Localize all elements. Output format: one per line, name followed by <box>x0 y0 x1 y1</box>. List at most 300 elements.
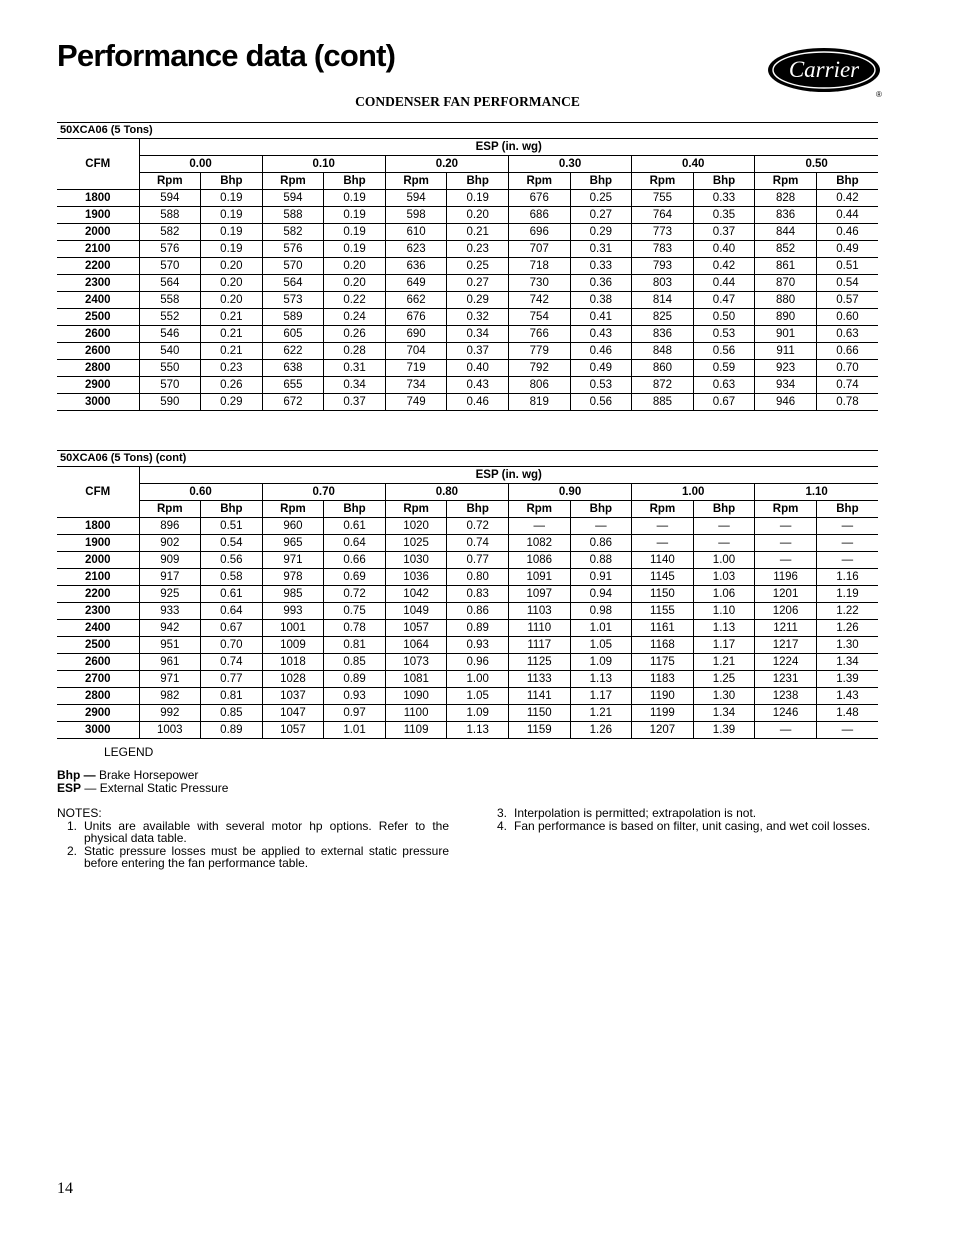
bhp-cell: 0.27 <box>447 275 509 292</box>
table-row <box>57 586 878 603</box>
rpm-cell: 890 <box>755 309 817 326</box>
rpm-cell: 911 <box>755 343 817 360</box>
bhp-cell: 1.17 <box>693 637 755 654</box>
table-row <box>57 258 878 275</box>
rpm-cell: 971 <box>139 671 201 688</box>
rpm-header: Rpm <box>755 501 817 518</box>
bhp-cell: 0.85 <box>201 705 263 722</box>
rpm-cell: 594 <box>139 190 201 207</box>
cfm-cell: 3000 <box>57 394 139 411</box>
rpm-cell: 946 <box>755 394 817 411</box>
bhp-cell: 0.66 <box>816 343 878 360</box>
bhp-cell: 1.34 <box>693 705 755 722</box>
rpm-cell: 933 <box>139 603 201 620</box>
rpm-cell: 1159 <box>508 722 570 739</box>
bhp-cell: 0.57 <box>816 292 878 309</box>
bhp-cell: 1.25 <box>693 671 755 688</box>
bhp-cell: 0.21 <box>447 224 509 241</box>
rpm-cell: 540 <box>139 343 201 360</box>
bhp-cell: — <box>816 535 878 552</box>
bhp-cell: 0.43 <box>570 326 632 343</box>
table-row <box>57 671 878 688</box>
cfm-cell: 1900 <box>57 535 139 552</box>
legend-abbr: ESP <box>57 781 82 795</box>
rpm-cell: 1133 <box>508 671 570 688</box>
legend <box>57 746 228 795</box>
bhp-cell: 0.72 <box>447 518 509 535</box>
rpm-cell: 1025 <box>385 535 447 552</box>
bhp-cell: 0.42 <box>693 258 755 275</box>
rpm-cell: 742 <box>508 292 570 309</box>
cfm-cell: 2100 <box>57 569 139 586</box>
rpm-cell: 1030 <box>385 552 447 569</box>
bhp-cell: 0.21 <box>201 326 263 343</box>
rpm-cell: 718 <box>508 258 570 275</box>
rpm-cell: — <box>755 535 817 552</box>
cfm-cell: 3000 <box>57 722 139 739</box>
bhp-cell: 0.56 <box>201 552 263 569</box>
bhp-cell: 1.13 <box>693 620 755 637</box>
cfm-cell: 2200 <box>57 258 139 275</box>
bhp-cell: 0.37 <box>447 343 509 360</box>
rpm-cell: 1009 <box>262 637 324 654</box>
bhp-cell: 1.06 <box>693 586 755 603</box>
bhp-cell: 0.28 <box>324 343 386 360</box>
rpm-cell: 1217 <box>755 637 817 654</box>
bhp-cell: 0.74 <box>816 377 878 394</box>
rpm-cell: 1109 <box>385 722 447 739</box>
bhp-cell: 0.19 <box>201 241 263 258</box>
bhp-cell: 0.53 <box>570 377 632 394</box>
rpm-cell: 696 <box>508 224 570 241</box>
table-row <box>57 377 878 394</box>
rpm-cell: 1091 <box>508 569 570 586</box>
bhp-cell: 0.54 <box>201 535 263 552</box>
rpm-cell: 803 <box>632 275 694 292</box>
rpm-cell: 1057 <box>262 722 324 739</box>
rpm-cell: 1117 <box>508 637 570 654</box>
rpm-cell: 819 <box>508 394 570 411</box>
rpm-cell: — <box>755 518 817 535</box>
table-row <box>57 603 878 620</box>
rpm-cell: 588 <box>139 207 201 224</box>
rpm-cell: 1211 <box>755 620 817 637</box>
bhp-cell: 0.19 <box>324 207 386 224</box>
cfm-cell: 2500 <box>57 309 139 326</box>
bhp-cell: 1.03 <box>693 569 755 586</box>
notes-left <box>57 807 449 870</box>
bhp-cell: 0.38 <box>570 292 632 309</box>
bhp-cell: 0.61 <box>201 586 263 603</box>
notes-title: NOTES: <box>57 806 102 820</box>
bhp-cell: 0.20 <box>324 258 386 275</box>
rpm-cell: 985 <box>262 586 324 603</box>
rpm-cell: 1081 <box>385 671 447 688</box>
bhp-cell: 1.09 <box>570 654 632 671</box>
esp-header: ESP (in. wg) <box>139 467 878 484</box>
bhp-cell: 0.33 <box>693 190 755 207</box>
page-title: Performance data (cont) <box>57 38 396 73</box>
esp-value-header: 1.00 <box>632 484 755 501</box>
rpm-cell: 844 <box>755 224 817 241</box>
bhp-cell: 0.25 <box>570 190 632 207</box>
table-row <box>57 275 878 292</box>
legend-abbr: Bhp <box>57 768 81 782</box>
performance-table <box>57 139 878 411</box>
bhp-cell: 1.13 <box>447 722 509 739</box>
cfm-cell: 2800 <box>57 360 139 377</box>
bhp-cell: 0.69 <box>324 569 386 586</box>
rpm-cell: 1110 <box>508 620 570 637</box>
rpm-cell: 1042 <box>385 586 447 603</box>
rpm-cell: 1140 <box>632 552 694 569</box>
bhp-cell: 0.40 <box>447 360 509 377</box>
rpm-cell: 1190 <box>632 688 694 705</box>
cfm-cell: 1900 <box>57 207 139 224</box>
bhp-cell: 0.86 <box>570 535 632 552</box>
bhp-cell: 0.86 <box>447 603 509 620</box>
table-row <box>57 360 878 377</box>
rpm-cell: 1161 <box>632 620 694 637</box>
bhp-cell: 1.22 <box>816 603 878 620</box>
rpm-cell: 766 <box>508 326 570 343</box>
table-row <box>57 309 878 326</box>
bhp-cell: 1.05 <box>570 637 632 654</box>
rpm-cell: 676 <box>385 309 447 326</box>
bhp-cell: 0.31 <box>570 241 632 258</box>
bhp-cell: 0.19 <box>201 190 263 207</box>
note-text: Fan performance is based on filter, unit casing, and wet coil losses. <box>514 818 871 833</box>
rpm-header: Rpm <box>632 173 694 190</box>
bhp-cell: 0.20 <box>324 275 386 292</box>
bhp-cell: 0.77 <box>201 671 263 688</box>
rpm-cell: 779 <box>508 343 570 360</box>
rpm-cell: 749 <box>385 394 447 411</box>
rpm-cell: 993 <box>262 603 324 620</box>
bhp-cell: 0.44 <box>693 275 755 292</box>
legend-desc: External Static Pressure <box>99 781 229 795</box>
bhp-cell: 0.20 <box>201 275 263 292</box>
rpm-cell: 573 <box>262 292 324 309</box>
rpm-cell: 582 <box>139 224 201 241</box>
rpm-cell: 885 <box>632 394 694 411</box>
carrier-logo <box>766 45 886 99</box>
rpm-cell: 960 <box>262 518 324 535</box>
esp-value-header: 0.80 <box>385 484 508 501</box>
bhp-cell: 0.22 <box>324 292 386 309</box>
rpm-cell: 1125 <box>508 654 570 671</box>
bhp-cell: — <box>816 722 878 739</box>
bhp-header: Bhp <box>570 173 632 190</box>
bhp-header: Bhp <box>324 501 386 518</box>
rpm-cell: 1150 <box>632 586 694 603</box>
rpm-cell: 861 <box>755 258 817 275</box>
note-item <box>494 820 879 833</box>
rpm-cell: 1246 <box>755 705 817 722</box>
rpm-cell: 1175 <box>632 654 694 671</box>
bhp-cell: 0.91 <box>570 569 632 586</box>
rpm-cell: 971 <box>262 552 324 569</box>
rpm-cell: 594 <box>385 190 447 207</box>
cfm-cell: 1800 <box>57 190 139 207</box>
bhp-cell: 0.21 <box>201 343 263 360</box>
bhp-cell: 0.85 <box>324 654 386 671</box>
rpm-cell: 828 <box>755 190 817 207</box>
rpm-cell: 896 <box>139 518 201 535</box>
rpm-cell: 594 <box>262 190 324 207</box>
bhp-cell: 0.72 <box>324 586 386 603</box>
rpm-cell: 570 <box>139 258 201 275</box>
bhp-cell: 0.19 <box>201 207 263 224</box>
bhp-header: Bhp <box>816 501 878 518</box>
rpm-cell: 1003 <box>139 722 201 739</box>
rpm-cell: 564 <box>262 275 324 292</box>
bhp-cell: 0.19 <box>324 224 386 241</box>
rpm-cell: 546 <box>139 326 201 343</box>
bhp-cell: 0.32 <box>447 309 509 326</box>
rpm-cell: 690 <box>385 326 447 343</box>
bhp-cell: 0.35 <box>693 207 755 224</box>
rpm-header: Rpm <box>385 501 447 518</box>
bhp-cell: 1.17 <box>570 688 632 705</box>
bhp-cell: 0.37 <box>693 224 755 241</box>
rpm-cell: 754 <box>508 309 570 326</box>
bhp-cell: — <box>816 518 878 535</box>
rpm-cell: 1020 <box>385 518 447 535</box>
bhp-cell: 0.88 <box>570 552 632 569</box>
bhp-cell: 1.39 <box>816 671 878 688</box>
cfm-cell: 1800 <box>57 518 139 535</box>
bhp-cell: — <box>693 518 755 535</box>
rpm-cell: 1036 <box>385 569 447 586</box>
cfm-cell: 2200 <box>57 586 139 603</box>
bhp-cell: 0.70 <box>816 360 878 377</box>
rpm-cell: — <box>755 722 817 739</box>
fan-performance-table-cont <box>57 450 878 739</box>
bhp-cell: 1.00 <box>447 671 509 688</box>
bhp-cell: 0.25 <box>447 258 509 275</box>
rpm-cell: 860 <box>632 360 694 377</box>
rpm-header: Rpm <box>262 173 324 190</box>
legend-title: LEGEND <box>104 745 154 759</box>
rpm-cell: 1001 <box>262 620 324 637</box>
rpm-cell: 917 <box>139 569 201 586</box>
bhp-header: Bhp <box>201 173 263 190</box>
rpm-cell: 978 <box>262 569 324 586</box>
esp-header: ESP (in. wg) <box>139 139 878 156</box>
rpm-cell: 662 <box>385 292 447 309</box>
rpm-cell: 564 <box>139 275 201 292</box>
bhp-cell: 0.41 <box>570 309 632 326</box>
rpm-cell: 1018 <box>262 654 324 671</box>
bhp-cell: 1.26 <box>816 620 878 637</box>
rpm-cell: 880 <box>755 292 817 309</box>
esp-value-header: 0.90 <box>508 484 631 501</box>
bhp-cell: 0.34 <box>324 377 386 394</box>
rpm-cell: 588 <box>262 207 324 224</box>
rpm-cell: 719 <box>385 360 447 377</box>
bhp-cell: 0.81 <box>201 688 263 705</box>
bhp-cell: 0.64 <box>201 603 263 620</box>
rpm-header: Rpm <box>262 501 324 518</box>
legend-item: Bhp — Brake Horsepower <box>57 768 199 782</box>
bhp-cell: 0.89 <box>324 671 386 688</box>
rpm-cell: 1082 <box>508 535 570 552</box>
table-caption: 50XCA06 (5 Tons) (cont) <box>57 450 878 467</box>
rpm-cell: 589 <box>262 309 324 326</box>
bhp-cell: 1.30 <box>816 637 878 654</box>
rpm-cell: 1207 <box>632 722 694 739</box>
rpm-cell: 961 <box>139 654 201 671</box>
rpm-cell: 1155 <box>632 603 694 620</box>
bhp-cell: 1.30 <box>693 688 755 705</box>
bhp-cell: 0.66 <box>324 552 386 569</box>
performance-table <box>57 467 878 739</box>
rpm-cell: 1090 <box>385 688 447 705</box>
rpm-cell: 1199 <box>632 705 694 722</box>
bhp-cell: 0.20 <box>447 207 509 224</box>
bhp-cell: 0.93 <box>324 688 386 705</box>
bhp-cell: 0.50 <box>693 309 755 326</box>
bhp-cell: 0.29 <box>570 224 632 241</box>
rpm-cell: 550 <box>139 360 201 377</box>
bhp-cell: 1.09 <box>447 705 509 722</box>
bhp-cell: 1.34 <box>816 654 878 671</box>
rpm-cell: 1100 <box>385 705 447 722</box>
rpm-cell: 1049 <box>385 603 447 620</box>
bhp-header: Bhp <box>693 501 755 518</box>
rpm-cell: 852 <box>755 241 817 258</box>
rpm-cell: 676 <box>508 190 570 207</box>
table-row <box>57 654 878 671</box>
cfm-header: CFM <box>57 467 139 518</box>
bhp-cell: 0.98 <box>570 603 632 620</box>
bhp-cell: 1.43 <box>816 688 878 705</box>
rpm-header: Rpm <box>385 173 447 190</box>
cfm-cell: 2900 <box>57 377 139 394</box>
rpm-cell: 1206 <box>755 603 817 620</box>
esp-value-header: 0.60 <box>139 484 262 501</box>
bhp-cell: 0.93 <box>447 637 509 654</box>
table-row <box>57 224 878 241</box>
rpm-cell: 704 <box>385 343 447 360</box>
bhp-cell: 0.19 <box>324 190 386 207</box>
note-number: 3. <box>496 806 507 820</box>
bhp-cell: 0.49 <box>570 360 632 377</box>
rpm-cell: 636 <box>385 258 447 275</box>
bhp-cell: 0.67 <box>201 620 263 637</box>
table-row <box>57 207 878 224</box>
cfm-cell: 2000 <box>57 552 139 569</box>
table-row <box>57 394 878 411</box>
bhp-cell: 0.74 <box>201 654 263 671</box>
table-row <box>57 326 878 343</box>
cfm-cell: 2500 <box>57 637 139 654</box>
table-row <box>57 705 878 722</box>
cfm-cell: 2300 <box>57 603 139 620</box>
rpm-cell: 1141 <box>508 688 570 705</box>
bhp-cell: 1.00 <box>693 552 755 569</box>
bhp-cell: 0.34 <box>447 326 509 343</box>
rpm-cell: 1150 <box>508 705 570 722</box>
bhp-cell: 0.27 <box>570 207 632 224</box>
bhp-cell: 1.21 <box>570 705 632 722</box>
cfm-cell: 2400 <box>57 620 139 637</box>
bhp-cell: 0.31 <box>324 360 386 377</box>
bhp-cell: 0.51 <box>201 518 263 535</box>
bhp-cell: 0.83 <box>447 586 509 603</box>
table-row <box>57 722 878 739</box>
bhp-cell: 0.89 <box>201 722 263 739</box>
rpm-cell: 582 <box>262 224 324 241</box>
table-row <box>57 241 878 258</box>
table-caption: 50XCA06 (5 Tons) <box>57 122 878 139</box>
rpm-cell: 925 <box>139 586 201 603</box>
rpm-cell: 934 <box>755 377 817 394</box>
rpm-cell: 755 <box>632 190 694 207</box>
bhp-cell: 0.26 <box>201 377 263 394</box>
bhp-cell: 1.01 <box>324 722 386 739</box>
rpm-cell: 1057 <box>385 620 447 637</box>
table-row <box>57 535 878 552</box>
rpm-cell: 576 <box>139 241 201 258</box>
rpm-cell: 783 <box>632 241 694 258</box>
rpm-cell: 793 <box>632 258 694 275</box>
rpm-cell: 1086 <box>508 552 570 569</box>
bhp-cell: 0.67 <box>693 394 755 411</box>
cfm-cell: 2600 <box>57 343 139 360</box>
bhp-cell: 0.60 <box>816 309 878 326</box>
bhp-cell: 1.19 <box>816 586 878 603</box>
bhp-cell: — <box>570 518 632 535</box>
bhp-cell: — <box>816 552 878 569</box>
cfm-header: CFM <box>57 139 139 190</box>
rpm-cell: 1145 <box>632 569 694 586</box>
note-item <box>57 845 449 870</box>
table-row <box>57 688 878 705</box>
bhp-cell: 0.44 <box>816 207 878 224</box>
section-heading: CONDENSER FAN PERFORMANCE <box>355 94 580 109</box>
bhp-cell: 0.96 <box>447 654 509 671</box>
bhp-cell: 0.53 <box>693 326 755 343</box>
rpm-cell: 649 <box>385 275 447 292</box>
bhp-cell: 0.78 <box>816 394 878 411</box>
bhp-cell: 0.29 <box>447 292 509 309</box>
rpm-cell: — <box>508 518 570 535</box>
rpm-cell: 836 <box>755 207 817 224</box>
cfm-cell: 2400 <box>57 292 139 309</box>
rpm-cell: 1238 <box>755 688 817 705</box>
bhp-cell: 0.81 <box>324 637 386 654</box>
rpm-cell: 814 <box>632 292 694 309</box>
rpm-cell: 730 <box>508 275 570 292</box>
table-row <box>57 190 878 207</box>
esp-value-header: 1.10 <box>755 484 878 501</box>
esp-value-header: 0.30 <box>508 156 631 173</box>
rpm-cell: 610 <box>385 224 447 241</box>
bhp-cell: 0.36 <box>570 275 632 292</box>
rpm-cell: 870 <box>755 275 817 292</box>
table-row <box>57 569 878 586</box>
rpm-cell: 707 <box>508 241 570 258</box>
esp-value-header: 0.10 <box>262 156 385 173</box>
rpm-cell: 655 <box>262 377 324 394</box>
esp-value-header: 0.20 <box>385 156 508 173</box>
rpm-cell: 623 <box>385 241 447 258</box>
bhp-header: Bhp <box>447 501 509 518</box>
bhp-cell: 0.64 <box>324 535 386 552</box>
bhp-cell: 0.78 <box>324 620 386 637</box>
